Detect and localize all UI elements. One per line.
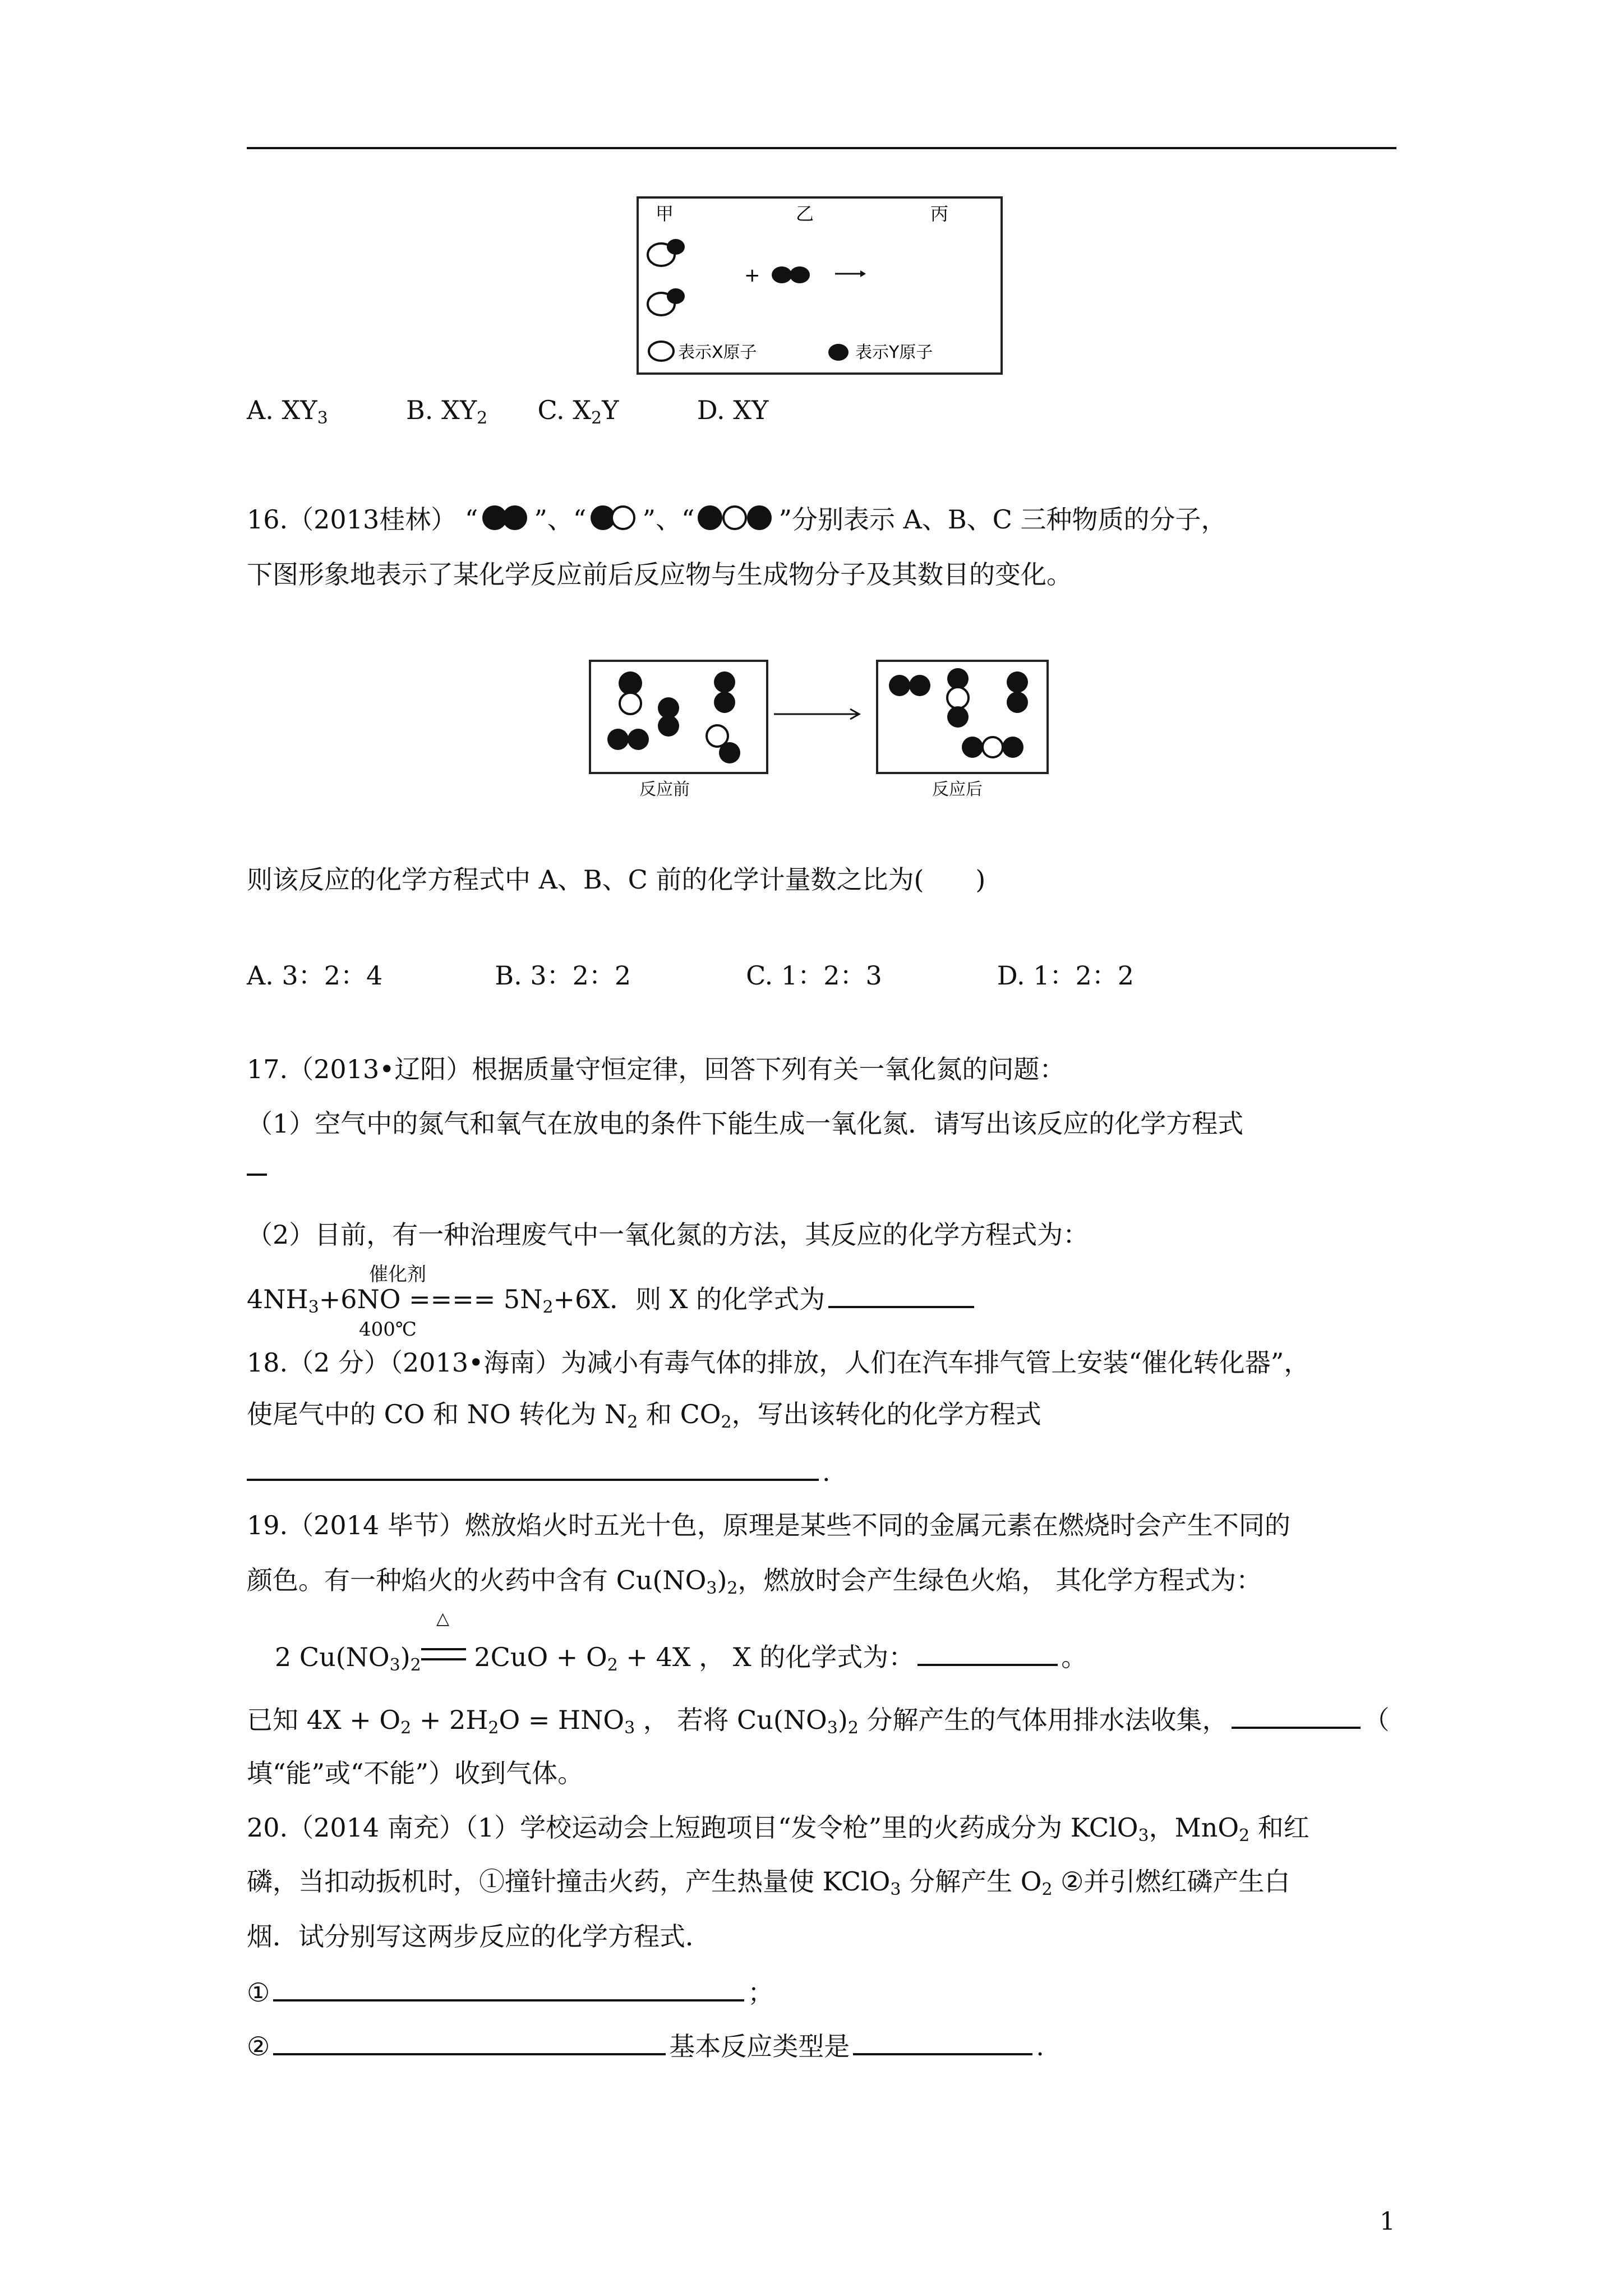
q20-type-blank[interactable] xyxy=(853,2027,1032,2055)
q18-answer-line: . xyxy=(247,1453,831,1489)
xy-molecule-diagram xyxy=(639,199,1000,372)
atom-icon xyxy=(620,693,641,714)
q19-line5: 填“能”或“不能”）收到气体。 xyxy=(247,1758,584,1788)
q20-blank-1[interactable] xyxy=(273,1973,744,2001)
q17-equation: $4NH_3+6NO$ ==== $5N_2+6X$．则 X 的化学式为 xyxy=(247,1280,978,1317)
atom-icon xyxy=(983,737,1003,757)
q19-x-blank[interactable] xyxy=(917,1638,1058,1666)
atom-icon xyxy=(909,675,930,696)
molecule-b-icon xyxy=(586,504,642,532)
atom-icon xyxy=(714,671,735,693)
reaction-equals-icon xyxy=(421,1648,466,1660)
atom-icon xyxy=(607,729,629,750)
q18-answer-blank[interactable] xyxy=(247,1453,819,1481)
q20-line3: 烟．试分别写这两步反应的化学方程式． xyxy=(247,1921,711,1952)
label-jia: 甲 xyxy=(656,203,674,224)
caption-before: 反应前 xyxy=(639,780,690,799)
after-reaction-box xyxy=(876,660,1049,774)
q16-line2: 下图形象地表示了某化学反应前后反应物与生成物分子及其数目的变化。 xyxy=(247,559,1072,590)
x-atom-legend-icon xyxy=(649,342,674,361)
option-a: A. 3：2：4 xyxy=(247,960,383,991)
y-atom-icon xyxy=(667,239,685,255)
atom-icon xyxy=(1007,671,1028,693)
q16-line1: 16.（2013桂林） “ ”、“ ”、“ ”分别表示 A、B、C 三种物质的分子， xyxy=(247,504,1227,535)
header-rule xyxy=(247,147,1396,149)
arrow-head-icon xyxy=(860,270,866,277)
label-bing: 丙 xyxy=(930,203,949,224)
q20-answer2: ② 基本反应类型是 . xyxy=(247,2027,1044,2064)
q20-blank-2[interactable] xyxy=(273,2027,666,2055)
atom-icon xyxy=(962,737,983,758)
reaction-figure-xy xyxy=(637,196,1003,375)
catalyst-label: 催化剂 xyxy=(369,1263,426,1286)
atom-icon xyxy=(947,706,969,728)
q17-line1: 17.（2013•辽阳）根据质量守恒定律，回答下列有关一氧化氮的问题： xyxy=(247,1054,1066,1084)
atom-icon xyxy=(628,729,649,750)
q15-options: A. $XY_3$ B. $XY_2$ C. $X_2Y$ D. XY xyxy=(247,395,769,428)
atom-icon xyxy=(619,671,642,695)
option-c: C. 1：2：3 xyxy=(746,960,882,991)
q17-line3: （2）目前，有一种治理废气中一氧化氮的方法，其反应的化学方程式为： xyxy=(247,1220,1089,1250)
y-atom-icon xyxy=(667,288,685,304)
heat-triangle-icon: △ xyxy=(436,1609,450,1628)
q18-line2: 使尾气中的 CO 和 NO 转化为 $N_2$ 和 $CO_2$，写出该转化的化学方程式 xyxy=(247,1399,1041,1432)
q16-options xyxy=(247,958,1134,993)
atom-icon xyxy=(1002,737,1023,758)
legend-x-text: 表示X原子 xyxy=(678,343,757,362)
reaction-arrow-icon xyxy=(774,706,864,723)
option-b: B. XY xyxy=(405,395,477,425)
atom-icon xyxy=(714,692,735,713)
q20-answer1: ① ； xyxy=(247,1973,773,2010)
q20-line1: 20.（2014 南充）（1）学校运动会上短跑项目“发令枪”里的火药成分为 KClO$_3$，MnO$_2$ 和红 xyxy=(247,1812,1310,1846)
plus-sign: + xyxy=(744,264,760,287)
y-atom-icon xyxy=(790,266,810,283)
q18-line1: 18.（2 分）（2013•海南）为减小有毒气体的排放，人们在汽车排气管上安装“催化转化器”， xyxy=(247,1347,1310,1378)
q19-equation: 2 $Cu(NO_3)_2$ $2CuO + O_2 + 4X$ ， X 的化学式为： 。 xyxy=(275,1638,1087,1674)
page-number: 1 xyxy=(1380,2207,1395,2236)
option-c: C. X xyxy=(537,395,592,425)
label-yi: 乙 xyxy=(796,203,814,224)
option-b: B. 3：2：2 xyxy=(495,960,631,991)
atom-icon xyxy=(889,675,910,696)
q19-collect-blank[interactable] xyxy=(1232,1701,1361,1729)
legend-y-text: 表示Y原子 xyxy=(855,343,933,362)
option-d: D. XY xyxy=(697,395,769,425)
q19-line4: 已知 $4X + O_2 + 2H_2O = HNO_3$ ， 若将 $Cu(NO_3)_2$ 分解产生的气体用排水法收集， （ xyxy=(247,1701,1390,1737)
y-atom-icon xyxy=(772,266,792,283)
molecule-c-icon xyxy=(694,504,778,532)
q20-line2: 磷，当扣动扳机时，①撞针撞击火药，产生热量使 KClO$_3$ 分解产生 $O_2$ ②并引燃红磷产生白 xyxy=(247,1866,1290,1899)
caption-after: 反应后 xyxy=(932,780,983,799)
q17-x-blank[interactable] xyxy=(828,1280,974,1308)
option-d: D. 1：2：2 xyxy=(997,960,1135,991)
molecule-a-icon xyxy=(478,504,534,532)
q19-line1: 19.（2014 毕节）燃放焰火时五光十色，原理是某些不同的金属元素在燃烧时会产生不同的 xyxy=(247,1510,1290,1540)
option-a: A. XY xyxy=(247,395,317,425)
q17-line2: （1）空气中的氮气和氧气在放电的条件下能生成一氧化氮．请写出该反应的化学方程式 xyxy=(247,1108,1244,1139)
y-atom-legend-icon xyxy=(828,344,849,361)
q17-answer-blank[interactable] xyxy=(247,1174,267,1176)
atom-icon xyxy=(719,742,740,763)
atom-icon xyxy=(1007,692,1028,713)
before-reaction-box xyxy=(589,660,768,774)
q19-line2: 颜色。有一种焰火的火药中含有 $Cu(NO_3)_2$，燃放时会产生绿色火焰， 其化学方程式为： xyxy=(247,1565,1262,1598)
temperature-label: 400℃ xyxy=(359,1318,417,1341)
atom-icon xyxy=(658,715,679,737)
q16-question: 则该反应的化学方程式中 A、B、C 前的化学计量数之比为( ) xyxy=(247,864,986,895)
atom-icon xyxy=(947,687,969,708)
